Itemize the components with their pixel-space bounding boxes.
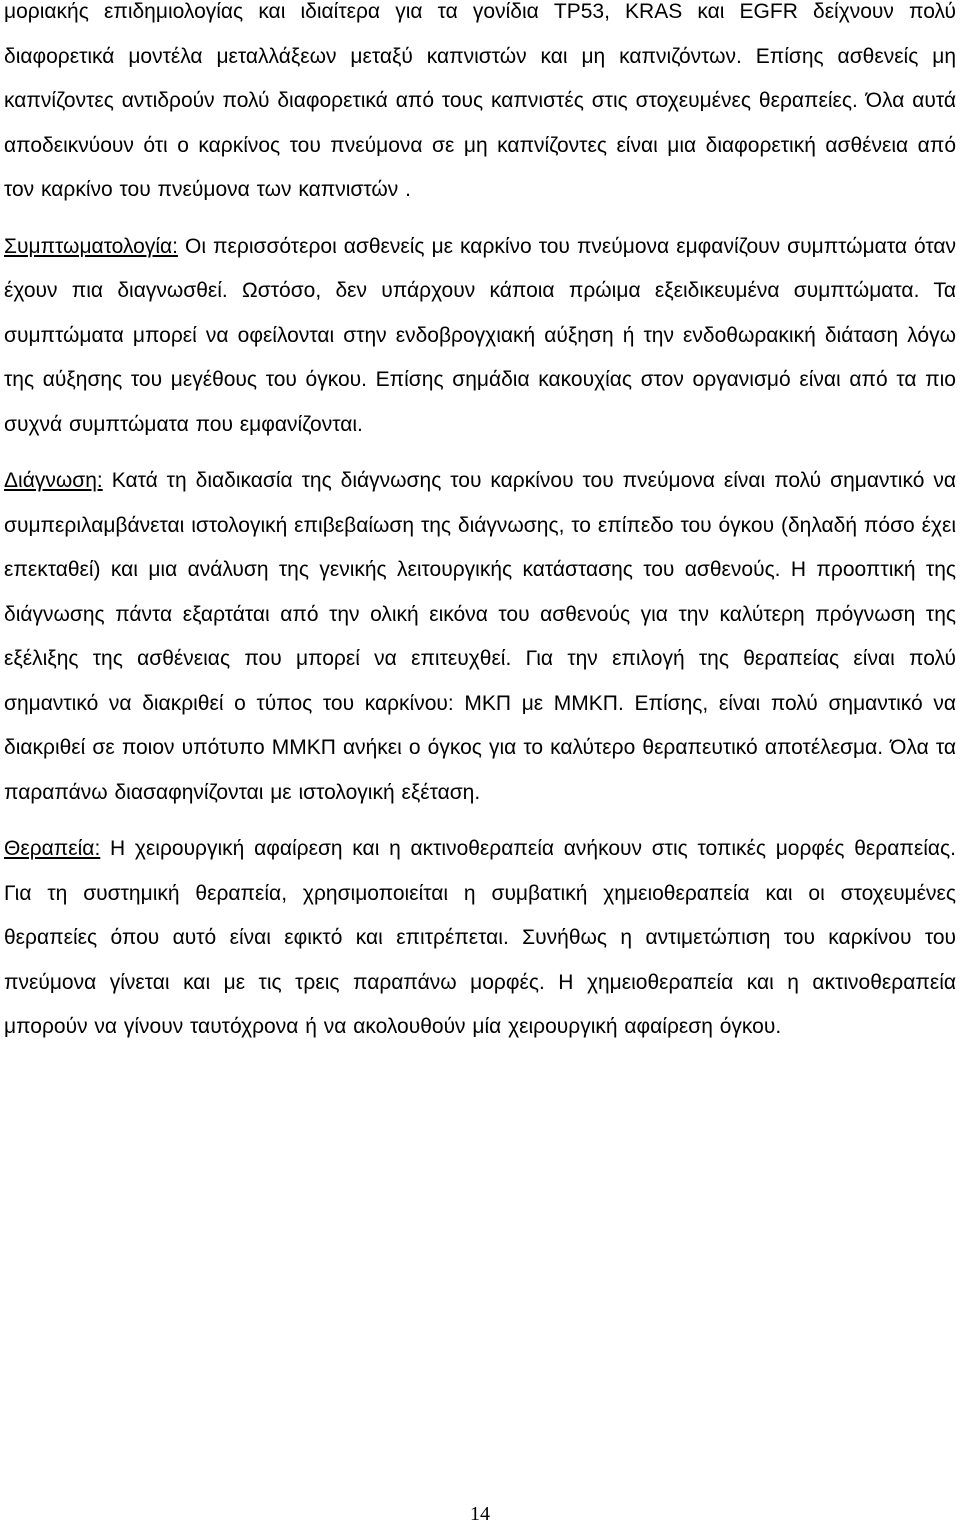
paragraph-therapy — [4, 827, 956, 1050]
therapy-heading: Θεραπεία: — [4, 837, 101, 860]
therapy-separator — [100, 837, 110, 860]
symptoms-text: Οι περισσότεροι ασθενείς με καρκίνο του πνεύμονα εμφανίζουν συμπτώματα όταν έχουν πια διαγνωσθεί. Ωστόσο, δεν υπάρχουν κάποια πρώιμα εξειδικευμένα συμπτώματα. Τα συμπτώματα μπορεί να οφείλονται στην ενδοβρογχιακή αύξηση ή την ενδοθωρακική διάταση λόγω της αύξησης του μεγέθους του όγκου. Επίσης σημάδια κακουχίας στον οργανισμό είναι από τα πιο συχνά συμπτώματα που εμφανίζονται. — [4, 234, 956, 436]
paragraph-diagnosis — [4, 459, 956, 815]
paragraph-intro — [4, 0, 956, 213]
page-number: 14 — [470, 1503, 490, 1525]
diagnosis-text: Κατά τη διαδικασία της διάγνωσης του καρκίνου του πνεύμονα είναι πολύ σημαντικό να συμπεριλαμβάνεται ιστολογική επιβεβαίωση της διάγνωσης, το επίπεδο του όγκου (δηλαδή πόσο έχει επεκταθεί) και μια ανάλυση της γενικής λειτουργικής κατάστασης του ασθενούς. Η προοπτική της διάγνωσης πάντα εξαρτάται από την ολική εικόνα του ασθενούς για την καλύτερη πρόγνωση της εξέλιξης της ασθένειας που μπορεί να επιτευχθεί. Για την επιλογή της θεραπείας είναι πολύ σημαντικό να διακριθεί ο τύπος του καρκίνου: ΜΚΠ με ΜΜΚΠ. Επίσης, είναι πολύ σημαντικό να διακριθεί σε ποιον υπότυπο ΜΜΚΠ ανήκει ο όγκος για το καλύτερο θεραπευτικό αποτέλεσμα. Όλα τα παραπάνω διασαφηνίζονται με ιστολογική εξέταση. — [4, 469, 956, 804]
diagnosis-heading: Διάγνωση: — [4, 469, 103, 492]
symptoms-heading: Συμπτωματολογία: — [4, 234, 178, 258]
paragraph-symptoms — [4, 225, 956, 448]
paragraph-intro-text: μοριακής επιδημιολογίας και ιδιαίτερα για τα γονίδια TP53, KRAS και EGFR δείχνουν πολύ διαφορετικά μοντέλα μεταλλάξεων μεταξύ καπνιστών και μη καπνιζόντων. Επίσης ασθενείς μη καπνίζοντες αντιδρούν πολύ διαφορετικά από τους καπνιστές στις στοχευμένες θεραπείες. Όλα αυτά αποδεικνύουν ότι ο καρκίνος του πνεύμονα σε μη καπνίζοντες είναι μια διαφορετική ασθένεια από τον καρκίνο του πνεύμονα των καπνιστών . — [4, 0, 956, 201]
diagnosis-separator — [103, 469, 112, 492]
therapy-text: Η χειρουργική αφαίρεση και η ακτινοθεραπεία ανήκουν στις τοπικές μορφές θεραπείας. Για τη συστημική θεραπεία, χρησιμοποιείται η συμβατική χημειοθεραπεία και οι στοχευμένες θεραπείες όπου αυτό είναι εφικτό και επιτρέπεται. Συνήθως η αντιμετώπιση του καρκίνου του πνεύμονα γίνεται και με τις τρεις παραπάνω μορφές. Η χημειοθεραπεία και η ακτινοθεραπεία μπορούν να γίνουν ταυτόχρονα ή να ακολουθούν μία χειρουργική αφαίρεση όγκου. — [4, 837, 956, 1038]
symptoms-separator — [178, 235, 185, 258]
